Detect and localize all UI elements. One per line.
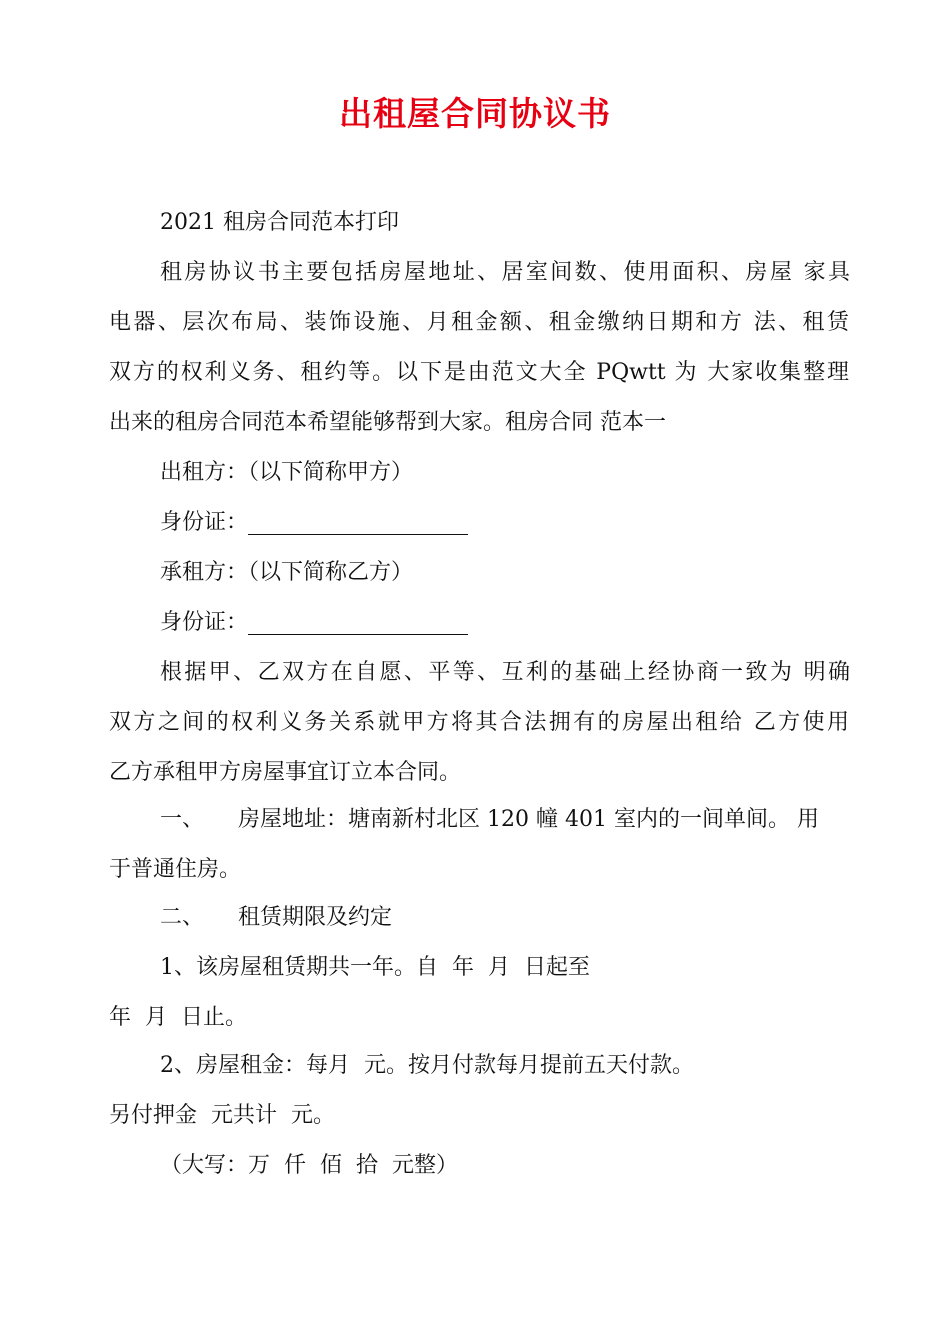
id-label: 身份证： (160, 610, 249, 635)
term-end-line: 年 月 日止。 (109, 1005, 247, 1030)
paragraph-line: 乙方承租甲方房屋事宜订立本合同。 (109, 760, 462, 785)
lessee-line: 承租方：（以下简称乙方） (160, 560, 414, 585)
document-title: 出租屋合同协议书 (339, 94, 611, 133)
paragraph-line: 出来的租房合同范本希望能够帮到大家。租房合同 范本一 (109, 410, 666, 435)
id-blank-underline (248, 512, 468, 535)
id-blank-underline (248, 612, 468, 635)
paragraph-line: 电器、层次布局、装饰设施、月租金额、租金缴纳日期和方 法、租赁 (109, 310, 849, 335)
paragraph-line: 于普通住房。 (109, 857, 242, 882)
clause-text: 房屋地址：塘南新村北区 120 幢 401 室内的一间单间。 用 (238, 807, 819, 832)
lessee-id-line (160, 608, 850, 638)
lessor-id-line (160, 508, 850, 538)
paragraph-line: 双方之间的权利义务关系就甲方将其合法拥有的房屋出租给 乙方使用 (109, 710, 849, 735)
subtitle-line: 2021 租房合同范本打印 (160, 210, 399, 235)
term-line: 1、该房屋租赁期共一年。自 年 月 日起至 (160, 955, 590, 980)
paragraph-line: 根据甲、乙双方在自愿、平等、互利的基础上经协商一致为 明确 (160, 660, 850, 685)
rent-line: 2、房屋租金：每月 元。按月付款每月提前五天付款。 (160, 1053, 694, 1078)
id-label: 身份证： (160, 510, 249, 535)
clause-one-line (160, 805, 850, 835)
deposit-line: 另付押金 元共计 元。 (109, 1103, 335, 1128)
lessor-line: 出租方：（以下简称甲方） (160, 460, 414, 485)
paragraph-line: 双方的权利义务、租约等。以下是由范文大全 PQwtt 为 大家收集整理 (109, 360, 849, 385)
clause-two-line (160, 903, 850, 933)
clause-number: 一、 (160, 807, 205, 832)
clause-text: 租赁期限及约定 (238, 905, 393, 930)
amount-capital-line: （大写：万 仟 佰 拾 元整） (160, 1153, 458, 1178)
paragraph-line: 租房协议书主要包括房屋地址、居室间数、使用面积、房屋 家具 (160, 260, 850, 285)
clause-number: 二、 (160, 905, 205, 930)
